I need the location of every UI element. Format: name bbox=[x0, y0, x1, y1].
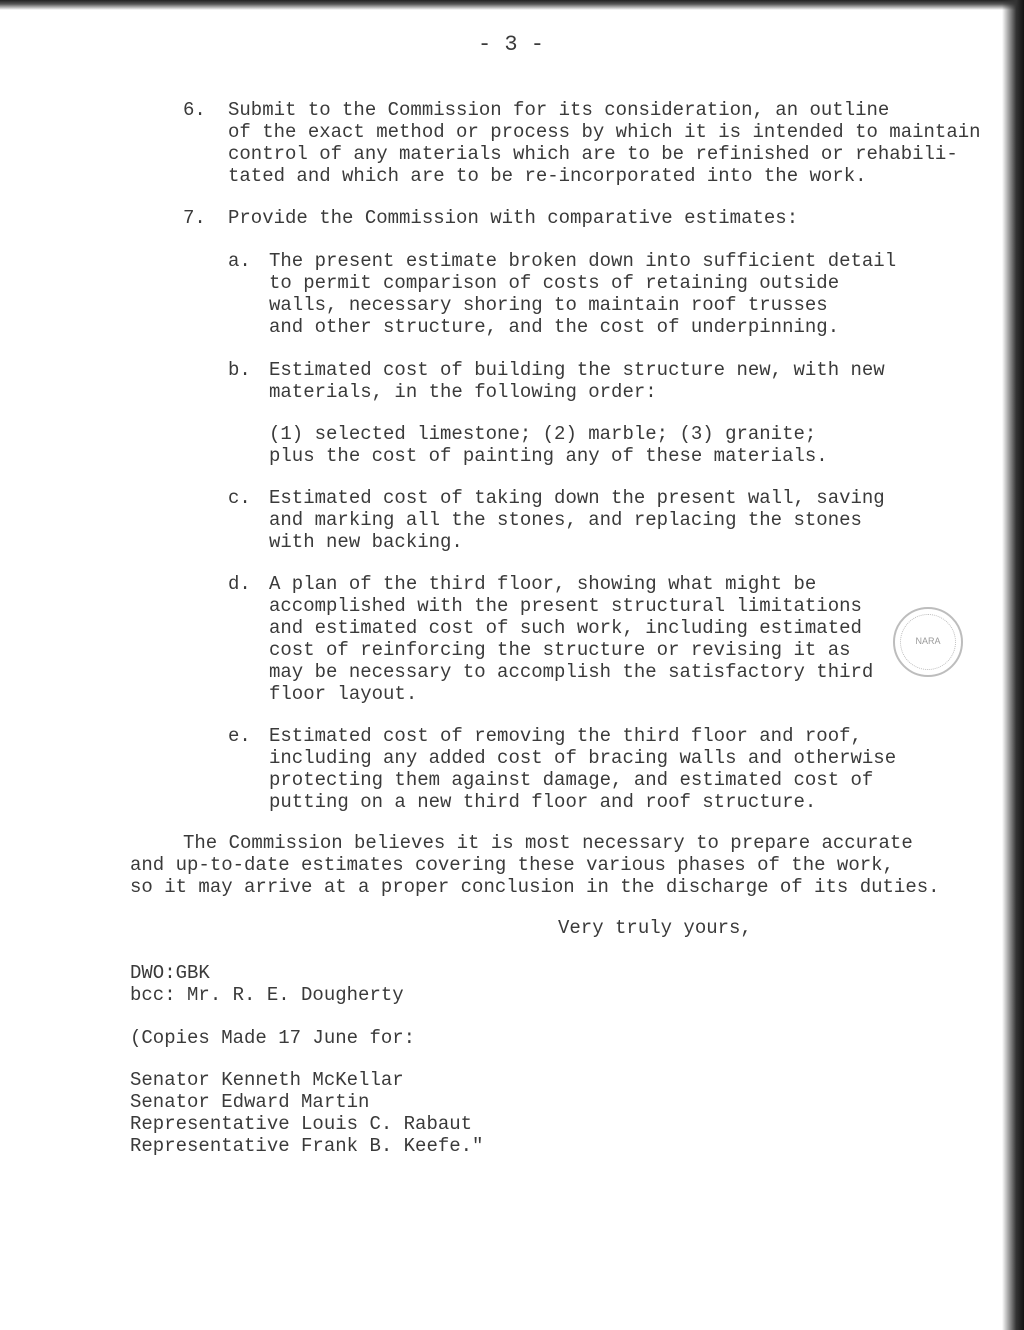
initials: DWO:GBK bbox=[130, 962, 210, 984]
subitem-line: with new backing. bbox=[269, 531, 463, 553]
page-number: - 3 - bbox=[478, 32, 545, 57]
subitem-letter: c. bbox=[228, 487, 251, 509]
item-line: control of any materials which are to be refinished or rehabili- bbox=[228, 143, 958, 165]
item-line: tated and which are to be re-incorporated into the work. bbox=[228, 165, 867, 187]
subitem-line: floor layout. bbox=[269, 683, 418, 705]
subitem-letter: d. bbox=[228, 573, 251, 595]
copies-header: (Copies Made 17 June for: bbox=[130, 1027, 416, 1049]
recipient: Representative Frank B. Keefe." bbox=[130, 1135, 484, 1157]
subitem-line: to permit comparison of costs of retaining outside bbox=[269, 272, 840, 294]
subitem-letter: e. bbox=[228, 725, 251, 747]
recipient: Senator Edward Martin bbox=[130, 1091, 370, 1113]
subitem-line: Estimated cost of building the structure new, with new bbox=[269, 359, 885, 381]
subitem-letter: b. bbox=[228, 359, 251, 381]
subitem-line: materials, in the following order: bbox=[269, 381, 657, 403]
recipient: Senator Kenneth McKellar bbox=[130, 1069, 404, 1091]
subitem-line: Estimated cost of taking down the present wall, saving bbox=[269, 487, 885, 509]
item-number: 6. bbox=[183, 99, 206, 121]
subitem-subline: plus the cost of painting any of these materials. bbox=[269, 445, 828, 467]
subitem-line: may be necessary to accomplish the satisfactory third bbox=[269, 661, 874, 683]
subitem-line: cost of reinforcing the structure or revising it as bbox=[269, 639, 851, 661]
scan-edge-right bbox=[1002, 0, 1024, 1330]
item-line: of the exact method or process by which it is intended to maintain bbox=[228, 121, 981, 143]
stamp-text: NARA bbox=[915, 636, 941, 646]
subitem-letter: a. bbox=[228, 250, 251, 272]
item-line: Provide the Commission with comparative estimates: bbox=[228, 207, 799, 229]
subitem-line: putting on a new third floor and roof structure. bbox=[269, 791, 817, 813]
closing-paragraph-line: so it may arrive at a proper conclusion in the discharge of its duties. bbox=[130, 876, 940, 898]
closing-paragraph-line: The Commission believes it is most necessary to prepare accurate bbox=[183, 832, 913, 854]
subitem-line: protecting them against damage, and estimated cost of bbox=[269, 769, 874, 791]
subitem-line: including any added cost of bracing walls and otherwise bbox=[269, 747, 897, 769]
subitem-line: walls, necessary shoring to maintain roof trusses bbox=[269, 294, 828, 316]
subitem-line: and other structure, and the cost of underpinning. bbox=[269, 316, 840, 338]
bcc-line: bcc: Mr. R. E. Dougherty bbox=[130, 984, 404, 1006]
item-line: Submit to the Commission for its consideration, an outline bbox=[228, 99, 890, 121]
subitem-line: Estimated cost of removing the third floor and roof, bbox=[269, 725, 862, 747]
item-number: 7. bbox=[183, 207, 206, 229]
scan-edge-top bbox=[0, 0, 1024, 10]
signoff: Very truly yours, bbox=[558, 917, 752, 939]
archive-stamp bbox=[893, 607, 963, 677]
subitem-line: The present estimate broken down into sufficient detail bbox=[269, 250, 897, 272]
subitem-line: and estimated cost of such work, including estimated bbox=[269, 617, 862, 639]
subitem-line: and marking all the stones, and replacing the stones bbox=[269, 509, 862, 531]
subitem-line: accomplished with the present structural limitations bbox=[269, 595, 862, 617]
subitem-subline: (1) selected limestone; (2) marble; (3) granite; bbox=[269, 423, 817, 445]
recipient: Representative Louis C. Rabaut bbox=[130, 1113, 473, 1135]
subitem-line: A plan of the third floor, showing what might be bbox=[269, 573, 817, 595]
closing-paragraph-line: and up-to-date estimates covering these various phases of the work, bbox=[130, 854, 894, 876]
